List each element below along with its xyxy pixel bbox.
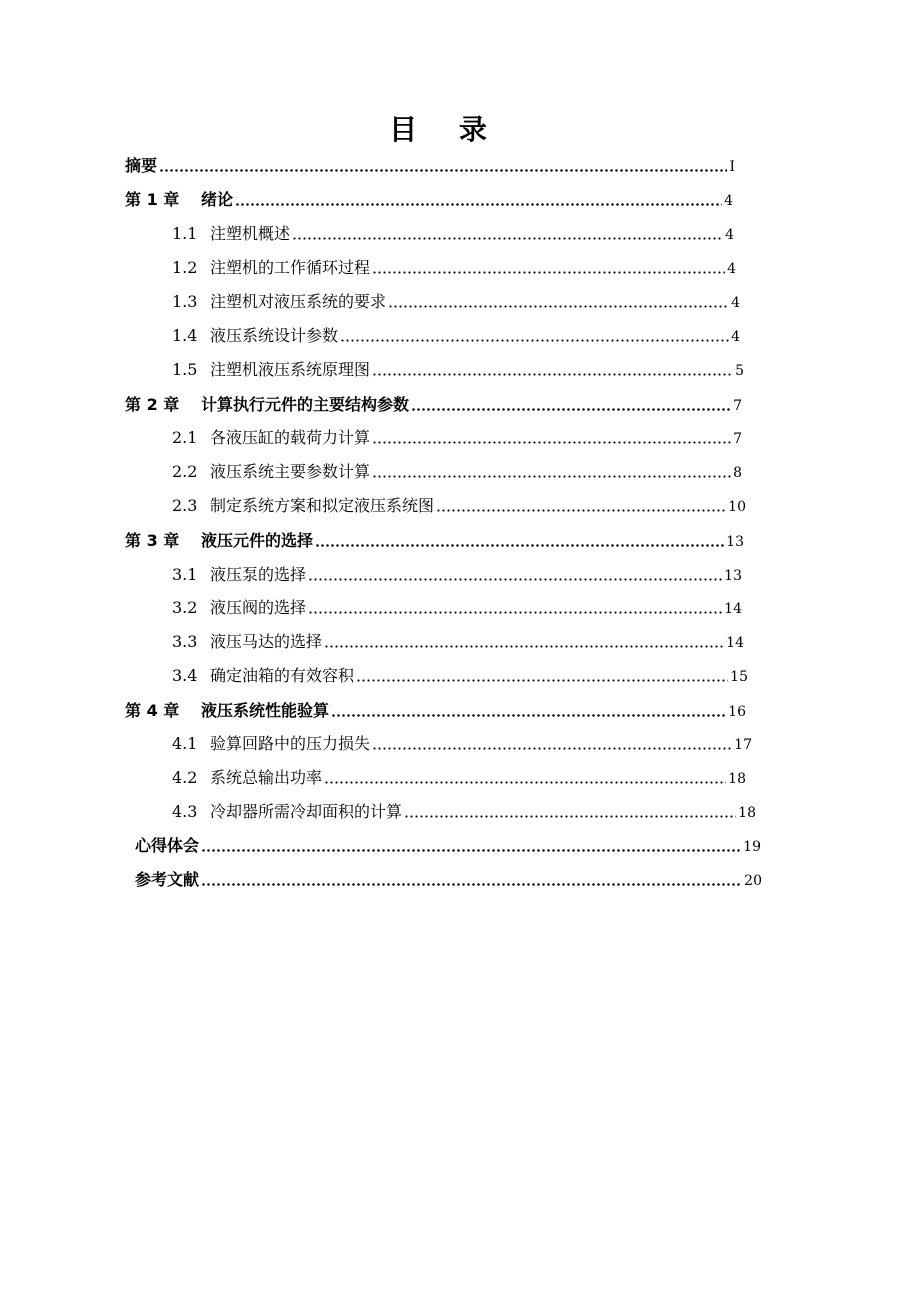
toc-entry-title: 冷却器所需冷却面积的计算	[210, 802, 403, 821]
toc-entry-4-2[interactable]	[172, 766, 746, 790]
toc-entry-title: 确定油箱的有效容积	[210, 666, 355, 685]
toc-page-number: 19	[743, 839, 761, 855]
toc-entry-number: 3.3	[172, 632, 198, 651]
toc-entry-number: 第 4 章	[125, 701, 180, 720]
toc-entry-number: 3.2	[172, 598, 198, 617]
toc-entry-number: 4.1	[172, 734, 198, 753]
toc-entry-chapter-4[interactable]	[125, 699, 746, 723]
toc-entry-title: 摘要	[125, 156, 158, 175]
dot-leader	[201, 849, 741, 852]
dot-leader	[235, 203, 722, 206]
toc-entry-title: 注塑机概述	[210, 224, 291, 243]
toc-entry-3-1[interactable]	[172, 563, 742, 587]
toc-page-number: 4	[731, 329, 740, 345]
toc-page-number: 13	[724, 568, 742, 584]
dot-leader	[356, 679, 728, 682]
toc-entry-number: 1.4	[172, 326, 198, 345]
toc-page-number: 7	[733, 398, 742, 414]
toc-entry-title: 注塑机液压系统原理图	[210, 360, 371, 379]
toc-entry-number: 第 3 章	[125, 531, 180, 550]
toc-entry-2-2[interactable]	[172, 460, 742, 484]
dot-leader	[388, 305, 729, 308]
dot-leader	[308, 611, 722, 614]
toc-entry-number: 2.1	[172, 428, 198, 447]
toc-page-number: 18	[728, 771, 746, 787]
toc-page-number: 15	[730, 669, 748, 685]
toc-entry-chapter-3[interactable]	[125, 529, 744, 553]
toc-page-number: I	[729, 159, 735, 175]
toc-entry-number: 3.1	[172, 565, 198, 584]
toc-entry-1-2[interactable]	[172, 256, 736, 280]
toc-page-number: 4	[731, 295, 740, 311]
toc-entry-number: 4.2	[172, 768, 198, 787]
dot-leader	[340, 339, 729, 342]
dot-leader	[315, 544, 724, 547]
dot-leader	[324, 645, 724, 648]
dot-leader	[308, 578, 722, 581]
toc-entry-title: 系统总输出功率	[210, 768, 323, 787]
dot-leader	[292, 237, 723, 240]
dot-leader	[372, 441, 731, 444]
dot-leader	[411, 408, 731, 411]
toc-page-number: 17	[734, 737, 752, 753]
toc-entry-number: 第 2 章	[125, 395, 180, 414]
toc-page-number: 20	[744, 873, 762, 889]
toc-entry-abstract[interactable]	[125, 154, 735, 178]
toc-page-number: 10	[728, 499, 746, 515]
toc-entry-title: 液压系统设计参数	[210, 326, 339, 345]
toc-entry-reflections[interactable]	[135, 834, 761, 858]
toc-entry-number: 1.1	[172, 224, 198, 243]
toc-entry-title: 各液压缸的载荷力计算	[210, 428, 371, 447]
dot-leader	[159, 169, 727, 172]
toc-page-number: 4	[725, 227, 734, 243]
toc-entry-chapter-2[interactable]	[125, 393, 742, 417]
toc-page-number: 14	[724, 601, 742, 617]
toc-entry-3-4[interactable]	[172, 664, 748, 688]
toc-entry-number: 1.5	[172, 360, 198, 379]
toc-entry-title: 绪论	[201, 190, 234, 209]
toc-entry-title: 液压元件的选择	[201, 531, 314, 550]
toc-entry-4-3[interactable]	[172, 800, 756, 824]
toc-entry-number: 4.3	[172, 802, 198, 821]
toc-page-number: 5	[735, 363, 744, 379]
dot-leader	[372, 373, 733, 376]
dot-leader	[331, 714, 726, 717]
toc-entry-1-4[interactable]	[172, 324, 740, 348]
dot-leader	[404, 815, 736, 818]
toc-entry-chapter-1[interactable]	[125, 188, 733, 212]
toc-entry-number: 1.3	[172, 292, 198, 311]
dot-leader	[372, 271, 725, 274]
toc-entry-title: 注塑机的工作循环过程	[210, 258, 371, 277]
toc-page-number: 4	[724, 193, 733, 209]
toc-entry-number: 2.3	[172, 496, 198, 515]
toc-entry-title: 验算回路中的压力损失	[210, 734, 371, 753]
toc-page-number: 16	[728, 704, 746, 720]
toc-entry-title: 制定系统方案和拟定液压系统图	[210, 496, 435, 515]
toc-entry-references[interactable]	[135, 868, 762, 892]
dot-leader	[372, 475, 731, 478]
toc-entry-2-1[interactable]	[172, 426, 742, 450]
toc-entry-title: 参考文献	[135, 870, 200, 889]
toc-entry-title: 液压系统性能验算	[201, 701, 330, 720]
toc-page-number: 14	[726, 635, 744, 651]
toc-entry-1-1[interactable]	[172, 222, 734, 246]
toc-entry-1-5[interactable]	[172, 358, 744, 382]
toc-page-number: 13	[726, 534, 744, 550]
toc-page-number: 7	[733, 431, 742, 447]
toc-entry-4-1[interactable]	[172, 732, 752, 756]
toc-entry-title: 计算执行元件的主要结构参数	[201, 395, 410, 414]
dot-leader	[436, 509, 726, 512]
toc-entry-3-3[interactable]	[172, 630, 744, 654]
dot-leader	[324, 781, 726, 784]
toc-entry-title: 液压系统主要参数计算	[210, 462, 371, 481]
toc-entry-2-3[interactable]	[172, 494, 746, 518]
toc-entry-title: 心得体会	[135, 836, 200, 855]
toc-page-number: 4	[727, 261, 736, 277]
toc-entry-number: 1.2	[172, 258, 198, 277]
toc-entry-1-3[interactable]	[172, 290, 740, 314]
toc-entry-number: 2.2	[172, 462, 198, 481]
toc-entry-title: 液压泵的选择	[210, 565, 307, 584]
dot-leader	[201, 883, 742, 886]
toc-entry-number: 3.4	[172, 666, 198, 685]
toc-entry-title: 液压马达的选择	[210, 632, 323, 651]
toc-entry-number: 第 1 章	[125, 190, 180, 209]
toc-entry-3-2[interactable]	[172, 596, 742, 620]
toc-entry-title: 注塑机对液压系统的要求	[210, 292, 387, 311]
toc-page-number: 18	[738, 805, 756, 821]
toc-entry-title: 液压阀的选择	[210, 598, 307, 617]
toc-page-number: 8	[733, 465, 742, 481]
dot-leader	[372, 747, 732, 750]
page-title: 目 录	[389, 113, 503, 146]
